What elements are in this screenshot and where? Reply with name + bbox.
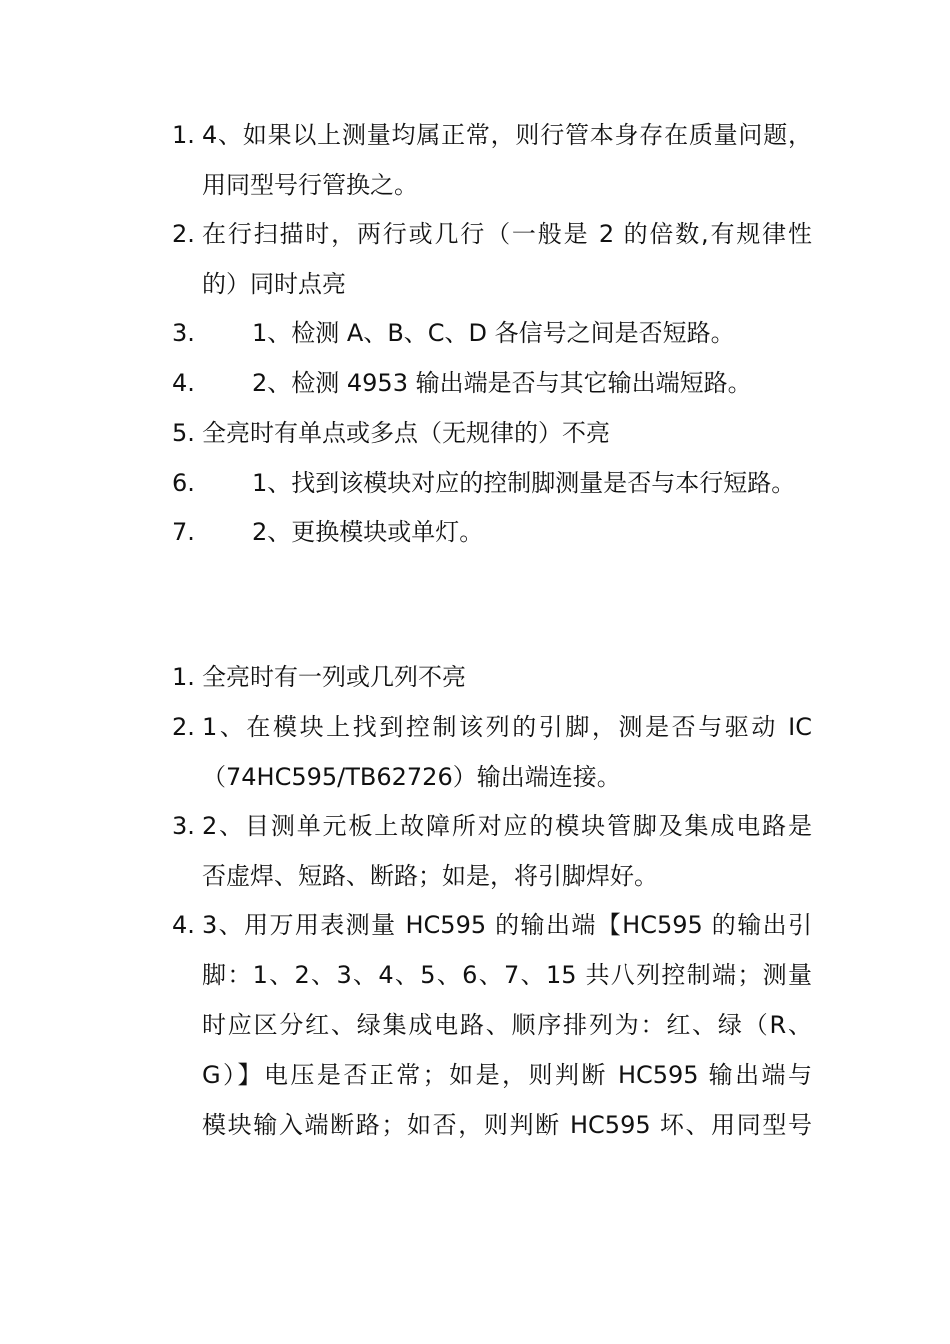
item-text: 1、检测 A、B、C、D 各信号之间是否短路。 bbox=[252, 319, 735, 347]
item-text: 模块输入端断路；如否，则判断 HC595 坏、用同型号 bbox=[202, 1111, 812, 1139]
item-number: 5. bbox=[172, 419, 195, 447]
item-text: 2、更换模块或单灯。 bbox=[252, 518, 484, 546]
item-text: 时应区分红、绿集成电路、顺序排列为：红、绿（R、 bbox=[202, 1011, 812, 1039]
item-text: 全亮时有一列或几列不亮 bbox=[202, 663, 466, 691]
item-number: 4. bbox=[172, 369, 195, 397]
item-number: 4. bbox=[172, 911, 195, 939]
item-number: 3. bbox=[172, 319, 195, 347]
list-item bbox=[172, 308, 812, 358]
item-text: 的）同时点亮 bbox=[202, 270, 346, 298]
item-number: 6. bbox=[172, 469, 195, 497]
list-item bbox=[172, 801, 812, 901]
item-number: 2. bbox=[172, 220, 195, 248]
list-item bbox=[172, 702, 812, 802]
item-text: 4、如果以上测量均属正常，则行管本身存在质量问题， bbox=[202, 121, 812, 149]
list-item bbox=[172, 652, 812, 702]
item-text: 2、目测单元板上故障所对应的模块管脚及集成电路是 bbox=[202, 812, 812, 840]
item-text: 3、用万用表测量 HC595 的输出端【HC595 的输出引 bbox=[202, 911, 812, 939]
list-item bbox=[172, 408, 812, 458]
list-item bbox=[172, 358, 812, 408]
item-text: 否虚焊、短路、断路；如是，将引脚焊好。 bbox=[202, 862, 658, 890]
item-text: 2、检测 4953 输出端是否与其它输出端短路。 bbox=[252, 369, 752, 397]
item-text: G）】电压是否正常；如是，则判断 HC595 输出端与 bbox=[202, 1061, 812, 1089]
list-item bbox=[172, 458, 812, 508]
item-text: （74HC595/TB62726）输出端连接。 bbox=[202, 763, 621, 791]
list-item bbox=[172, 209, 812, 309]
item-number: 7. bbox=[172, 518, 195, 546]
item-number: 2. bbox=[172, 713, 195, 741]
item-text: 1、找到该模块对应的控制脚测量是否与本行短路。 bbox=[252, 469, 796, 497]
item-text: 1、在模块上找到控制该列的引脚，测是否与驱动 IC bbox=[202, 713, 812, 741]
item-text: 用同型号行管换之。 bbox=[202, 171, 418, 199]
list-item bbox=[172, 507, 812, 557]
list-item bbox=[172, 110, 812, 210]
item-number: 3. bbox=[172, 812, 195, 840]
item-text: 脚：1、2、3、4、5、6、7、15 共八列控制端；测量 bbox=[202, 961, 812, 989]
list-item bbox=[172, 900, 812, 1150]
item-text: 全亮时有单点或多点（无规律的）不亮 bbox=[202, 419, 610, 447]
item-number: 1. bbox=[172, 663, 195, 691]
item-number: 1. bbox=[172, 121, 195, 149]
item-text: 在行扫描时，两行或几行（一般是 2 的倍数,有规律性 bbox=[202, 220, 812, 248]
